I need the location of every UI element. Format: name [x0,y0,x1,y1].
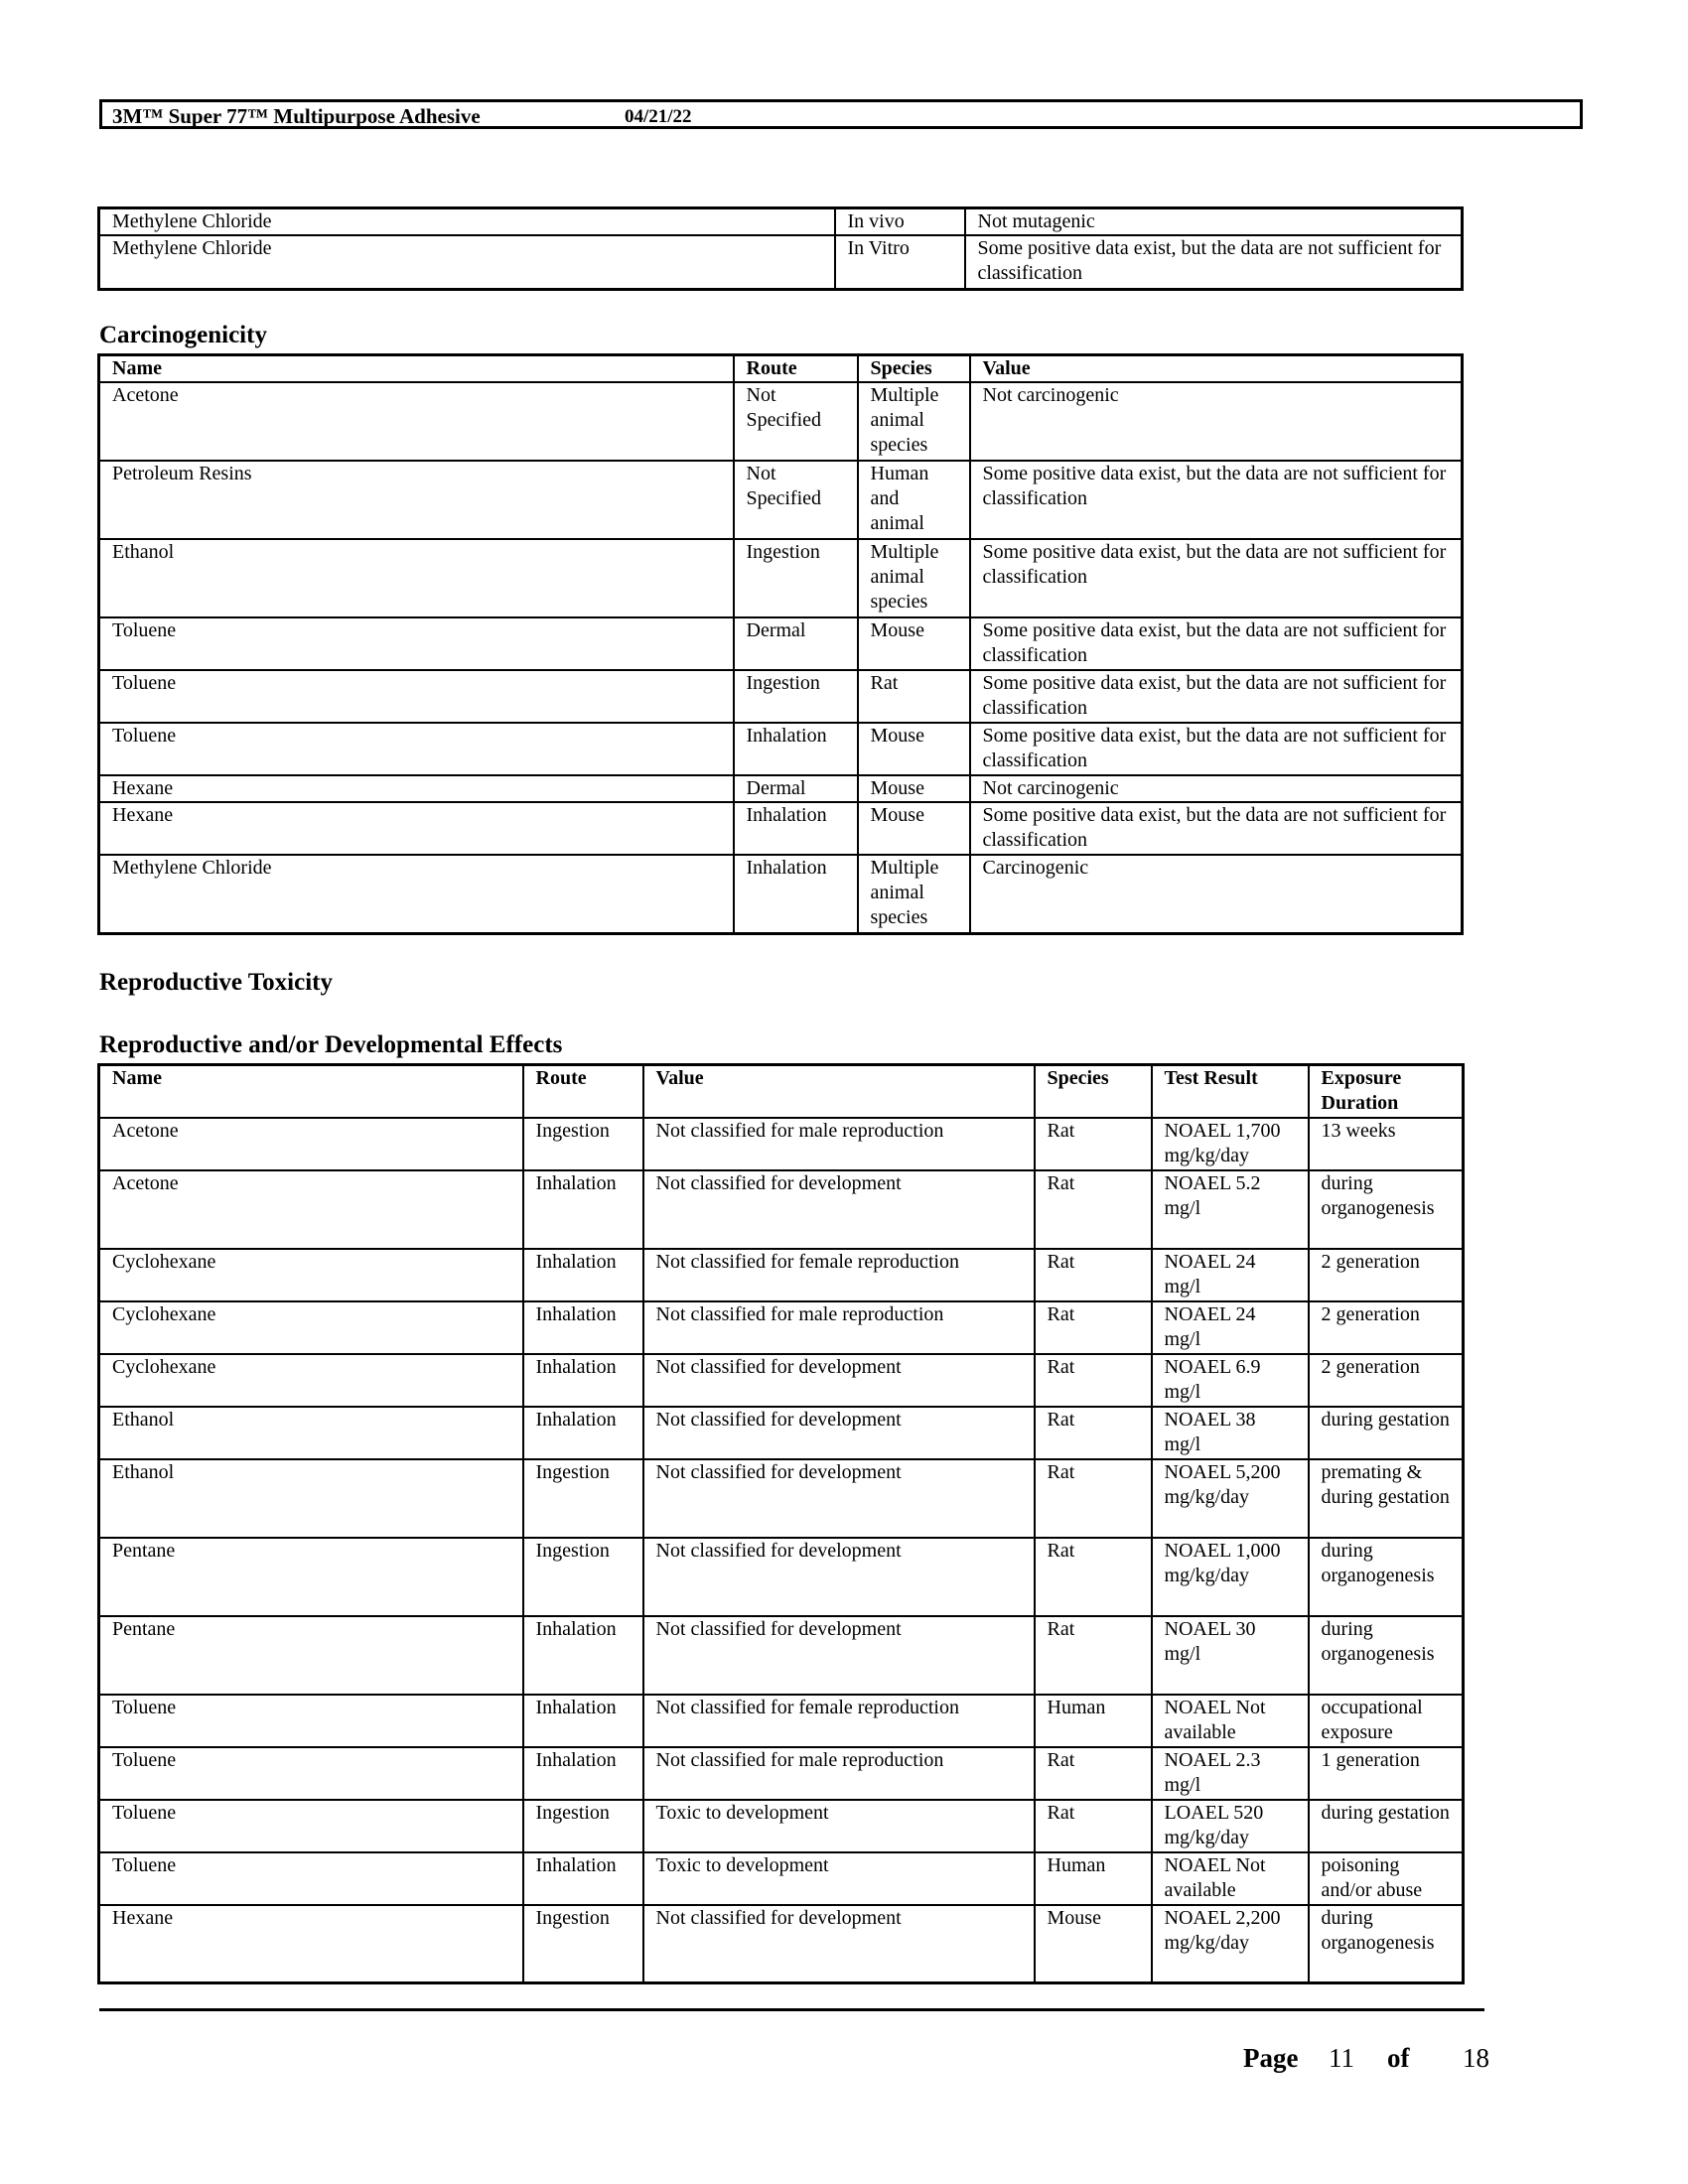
cell-name: Acetone [99,1118,523,1170]
table-row [99,1249,1464,1301]
cell-test-result: NOAEL 24 mg/l [1152,1301,1309,1354]
product-name: 3M™ Super 77™ Multipurpose Adhesive [112,104,481,128]
cell-species: Mouse [858,775,970,802]
cell-test-result: NOAEL 5.2 mg/l [1152,1170,1309,1249]
cell-species: Multiple animal species [858,539,970,617]
cell-route: In vivo [835,208,965,236]
of-label: of [1387,2043,1410,2073]
cell-route: Ingestion [523,1800,643,1852]
table-row [99,1407,1464,1459]
table-row [99,1301,1464,1354]
cell-species: Human and animal [858,461,970,539]
table-row [99,382,1463,461]
cell-exposure-duration: during organogenesis [1309,1538,1464,1616]
cell-name: Cyclohexane [99,1301,523,1354]
cell-exposure-duration: occupational exposure [1309,1695,1464,1747]
cell-species: Multiple animal species [858,382,970,461]
table-row [99,1538,1464,1616]
cell-test-result: NOAEL 1,700 mg/kg/day [1152,1118,1309,1170]
cell-name: Cyclohexane [99,1354,523,1407]
cell-species: Rat [1035,1538,1152,1616]
cell-route: Inhalation [523,1249,643,1301]
column-header-exposure-duration: Exposure Duration [1309,1065,1464,1118]
cell-exposure-duration: 13 weeks [1309,1118,1464,1170]
cell-name: Pentane [99,1616,523,1695]
cell-value: Some positive data exist, but the data are not sufficient for classification [970,617,1463,670]
table-row [99,208,1463,236]
cell-name: Hexane [99,1905,523,1983]
page-number: 11 [1329,2043,1354,2073]
cell-value: Some positive data exist, but the data are not sufficient for classification [970,802,1463,855]
cell-route: Ingestion [523,1538,643,1616]
table-row [99,855,1463,933]
page-label: Page [1243,2043,1299,2073]
column-header-value: Value [643,1065,1035,1118]
cell-exposure-duration: during gestation [1309,1800,1464,1852]
cell-value: Not classified for development [643,1616,1035,1695]
column-header-value: Value [970,355,1463,383]
cell-route: Inhalation [523,1695,643,1747]
cell-test-result: NOAEL Not available [1152,1695,1309,1747]
cell-exposure-duration: 2 generation [1309,1301,1464,1354]
cell-value: Some positive data exist, but the data are not sufficient for classification [970,670,1463,723]
cell-test-result: LOAEL 520 mg/kg/day [1152,1800,1309,1852]
table-row [99,461,1463,539]
cell-species: Human [1035,1852,1152,1905]
cell-name: Toluene [99,670,734,723]
reproductive-toxicity-title: Reproductive Toxicity [99,969,333,996]
document-date: 04/21/22 [625,106,692,127]
cell-species: Rat [1035,1459,1152,1538]
table-row [99,1354,1464,1407]
column-header-species: Species [1035,1065,1152,1118]
cell-name: Acetone [99,1170,523,1249]
cell-value: Not carcinogenic [970,775,1463,802]
repro-dev-table [97,1063,1465,1984]
cell-species: Mouse [858,802,970,855]
column-header-name: Name [99,1065,523,1118]
document-header [99,99,1583,129]
cell-value: Not classified for development [643,1407,1035,1459]
table-row [99,1905,1464,1983]
cell-species: Rat [1035,1407,1152,1459]
cell-species: Human [1035,1695,1152,1747]
cell-test-result: NOAEL 6.9 mg/l [1152,1354,1309,1407]
cell-value: Not classified for male reproduction [643,1301,1035,1354]
cell-name: Toluene [99,1747,523,1800]
cell-exposure-duration: 2 generation [1309,1354,1464,1407]
table-header-row [99,355,1463,383]
column-header-test-result: Test Result [1152,1065,1309,1118]
cell-value: Some positive data exist, but the data are not sufficient for classification [970,461,1463,539]
total-pages: 18 [1463,2043,1489,2073]
cell-test-result: NOAEL 2,200 mg/kg/day [1152,1905,1309,1983]
cell-species: Rat [858,670,970,723]
cell-route: Not Specified [734,382,858,461]
cell-species: Rat [1035,1249,1152,1301]
cell-route: Inhalation [523,1354,643,1407]
cell-value: Some positive data exist, but the data are not sufficient for classification [970,723,1463,775]
carcinogenicity-table [97,353,1464,935]
footer-divider [99,2008,1484,2011]
cell-name: Methylene Chloride [99,855,734,933]
cell-route: Inhalation [523,1616,643,1695]
cell-name: Toluene [99,617,734,670]
cell-value: Not classified for female reproduction [643,1695,1035,1747]
table-row [99,539,1463,617]
cell-value: Not classified for female reproduction [643,1249,1035,1301]
table-row [99,723,1463,775]
cell-value: Not mutagenic [965,208,1463,236]
cell-species: Mouse [858,617,970,670]
cell-test-result: NOAEL 24 mg/l [1152,1249,1309,1301]
cell-species: Rat [1035,1301,1152,1354]
cell-species: Mouse [1035,1905,1152,1983]
cell-exposure-duration: 2 generation [1309,1249,1464,1301]
cell-exposure-duration: during organogenesis [1309,1170,1464,1249]
cell-name: Hexane [99,775,734,802]
cell-name: Methylene Chloride [99,235,835,289]
cell-name: Cyclohexane [99,1249,523,1301]
cell-name: Toluene [99,1852,523,1905]
cell-test-result: NOAEL 38 mg/l [1152,1407,1309,1459]
cell-value: Toxic to development [643,1800,1035,1852]
cell-value: Not classified for development [643,1459,1035,1538]
cell-name: Methylene Chloride [99,208,835,236]
cell-exposure-duration: premating & during gestation [1309,1459,1464,1538]
table-row [99,802,1463,855]
cell-species: Rat [1035,1118,1152,1170]
table-row [99,1459,1464,1538]
column-header-route: Route [734,355,858,383]
cell-route: Inhalation [734,855,858,933]
cell-name: Hexane [99,802,734,855]
cell-species: Multiple animal species [858,855,970,933]
cell-species: Rat [1035,1170,1152,1249]
cell-test-result: NOAEL 30 mg/l [1152,1616,1309,1695]
cell-test-result: NOAEL 1,000 mg/kg/day [1152,1538,1309,1616]
table-row [99,1118,1464,1170]
cell-name: Ethanol [99,1407,523,1459]
mutagenicity-table [97,206,1464,291]
table-row [99,1170,1464,1249]
cell-value: Not classified for development [643,1354,1035,1407]
cell-exposure-duration: during gestation [1309,1407,1464,1459]
cell-route: Not Specified [734,461,858,539]
column-header-species: Species [858,355,970,383]
cell-exposure-duration: during organogenesis [1309,1905,1464,1983]
table-row [99,1747,1464,1800]
cell-route: Ingestion [523,1459,643,1538]
cell-species: Rat [1035,1800,1152,1852]
cell-name: Acetone [99,382,734,461]
cell-name: Ethanol [99,1459,523,1538]
cell-test-result: NOAEL 5,200 mg/kg/day [1152,1459,1309,1538]
table-header-row [99,1065,1464,1118]
cell-value: Some positive data exist, but the data are not sufficient for classification [970,539,1463,617]
cell-test-result: NOAEL 2.3 mg/l [1152,1747,1309,1800]
cell-route: Inhalation [734,723,858,775]
cell-value: Not classified for male reproduction [643,1118,1035,1170]
cell-name: Petroleum Resins [99,461,734,539]
table-row [99,235,1463,289]
cell-route: Dermal [734,775,858,802]
cell-exposure-duration: poisoning and/or abuse [1309,1852,1464,1905]
cell-route: Inhalation [734,802,858,855]
cell-exposure-duration: during organogenesis [1309,1616,1464,1695]
cell-species: Rat [1035,1616,1152,1695]
cell-name: Ethanol [99,539,734,617]
cell-exposure-duration: 1 generation [1309,1747,1464,1800]
cell-value: Not classified for development [643,1905,1035,1983]
cell-name: Pentane [99,1538,523,1616]
cell-name: Toluene [99,1800,523,1852]
cell-route: Ingestion [734,539,858,617]
cell-route: In Vitro [835,235,965,289]
cell-value: Some positive data exist, but the data are not sufficient for classification [965,235,1463,289]
cell-route: Ingestion [734,670,858,723]
cell-value: Toxic to development [643,1852,1035,1905]
cell-value: Not carcinogenic [970,382,1463,461]
table-row [99,1800,1464,1852]
column-header-name: Name [99,355,734,383]
carcinogenicity-title: Carcinogenicity [99,322,267,348]
column-header-route: Route [523,1065,643,1118]
cell-route: Inhalation [523,1852,643,1905]
cell-route: Dermal [734,617,858,670]
table-row [99,1616,1464,1695]
cell-route: Inhalation [523,1170,643,1249]
cell-test-result: NOAEL Not available [1152,1852,1309,1905]
cell-species: Mouse [858,723,970,775]
cell-species: Rat [1035,1354,1152,1407]
repro-dev-title: Reproductive and/or Developmental Effects [99,1031,563,1058]
cell-species: Rat [1035,1747,1152,1800]
table-row [99,670,1463,723]
cell-value: Not classified for male reproduction [643,1747,1035,1800]
cell-route: Ingestion [523,1905,643,1983]
cell-value: Not classified for development [643,1538,1035,1616]
table-row [99,1852,1464,1905]
cell-value: Carcinogenic [970,855,1463,933]
cell-name: Toluene [99,723,734,775]
cell-route: Ingestion [523,1118,643,1170]
table-row [99,775,1463,802]
cell-route: Inhalation [523,1747,643,1800]
table-row [99,617,1463,670]
table-row [99,1695,1464,1747]
cell-route: Inhalation [523,1407,643,1459]
cell-route: Inhalation [523,1301,643,1354]
cell-value: Not classified for development [643,1170,1035,1249]
cell-name: Toluene [99,1695,523,1747]
